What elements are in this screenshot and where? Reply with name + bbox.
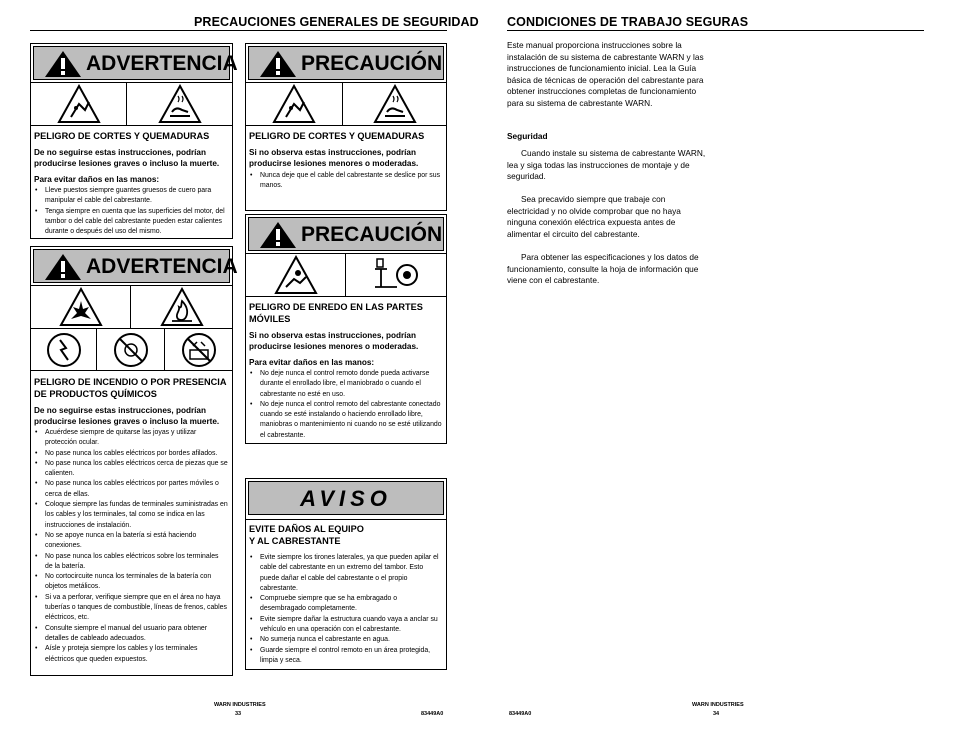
list-item: • Evite siempre los tirones laterales, ya que pueden apilar el cable del cabrestante en un extremo del tambor. Esto puede dañar el cable del cabrestante o el propio cabrestante. bbox=[249, 553, 442, 594]
battery-sparks-icon bbox=[165, 329, 232, 370]
hazard-icon-row bbox=[31, 82, 232, 126]
body-paragraph: Sea precavido siempre que trabaje con electricidad y no olvide comprobar que no haya ninguna conexión eléctrica expuesta antes de alimentar el circuito del cabrestante. bbox=[507, 194, 681, 239]
hazard-icon-row bbox=[31, 285, 232, 329]
electric-shock-icon bbox=[31, 329, 97, 370]
banner-text: PRECAUCIÓN bbox=[301, 223, 443, 246]
bullet-list bbox=[34, 186, 228, 237]
hazard-heading: PELIGRO DE CORTES Y QUEMADURAS bbox=[249, 131, 425, 141]
banner-text: ADVERTENCIA bbox=[86, 52, 238, 75]
notice-box-equipment bbox=[245, 478, 447, 670]
right-title-rule bbox=[507, 30, 924, 31]
warning-triangle-icon bbox=[44, 50, 82, 78]
warning-box-fire-chemical bbox=[30, 246, 238, 676]
footer-page-number: 33 bbox=[235, 711, 242, 717]
right-section-title: CONDICIONES DE TRABAJO SEGURAS bbox=[507, 15, 749, 29]
hazard-icon-row bbox=[246, 82, 446, 126]
warning-triangle-icon bbox=[259, 50, 297, 78]
bullet-list bbox=[34, 428, 228, 665]
box-content bbox=[246, 519, 446, 666]
footer-doc-code: 83449A0 bbox=[421, 711, 444, 717]
list-item: • No deje nunca el control remoto del cabrestante conectado cuando se esté instalando o haciendo enrollado libre, maniobras o mantenimiento ni cuando no se esté utilizando el cabrestante. bbox=[249, 400, 442, 441]
list-item: • Guarde siempre el control remoto en un área protegida, limpia y seca. bbox=[249, 646, 442, 667]
warning-triangle-icon bbox=[259, 221, 297, 249]
list-item: • Acuérdese siempre de quitarse las joyas y utilizar protección ocular. bbox=[34, 428, 228, 449]
sharp-hazard-icon bbox=[31, 83, 127, 125]
banner-text: ADVERTENCIA bbox=[86, 255, 238, 278]
bullet-list bbox=[249, 369, 442, 441]
list-item: • Consulte siempre el manual del usuario para obtener detalles de cableado adecuados. bbox=[34, 624, 228, 645]
hazard-intro: De no seguirse estas instrucciones, podrían producirse lesiones graves o incluso la muerte. bbox=[34, 406, 220, 426]
caution-box-entanglement bbox=[245, 214, 447, 444]
footer-company: WARN INDUSTRIES bbox=[692, 702, 744, 708]
box-content bbox=[34, 376, 228, 665]
list-item: • Compruebe siempre que se ha embragado o desembragado completamente. bbox=[249, 594, 442, 615]
intro-paragraph: Este manual proporciona instrucciones sobre la instalación de su sistema de cabrestante WARN y las instrucciones de funcionamiento inicial. Lea la Guía básica de técnicas de operación del cabrestante para obtener instrucciones completas de funcionamiento para su sistema de cabrestante WARN. bbox=[507, 40, 704, 108]
hazard-heading: PELIGRO DE CORTES Y QUEMADURAS bbox=[34, 131, 210, 141]
safety-subheading: Seguridad bbox=[507, 131, 548, 141]
hazard-icon-row bbox=[246, 253, 446, 297]
hot-surface-icon bbox=[127, 83, 232, 125]
notice-heading-line1: EVITE DAÑOS AL EQUIPO bbox=[249, 524, 364, 534]
banner-text: AVISO bbox=[300, 486, 392, 511]
footer-company: WARN INDUSTRIES bbox=[214, 702, 266, 708]
list-item: • No pase nunca los cables eléctricos sobre los terminales de la batería. bbox=[34, 552, 228, 573]
list-item: • Si va a perforar, verifique siempre que en el área no haya tuberías o tanques de combustible, líneas de frenos, cables eléctricos, etc. bbox=[34, 593, 228, 624]
list-item: • No sumerja nunca el cabrestante en agua. bbox=[249, 635, 442, 645]
warning-banner bbox=[33, 249, 238, 283]
banner-text: PRECAUCIÓN bbox=[301, 52, 443, 75]
list-item: • Nunca deje que el cable del cabrestante se deslice por sus manos. bbox=[249, 171, 442, 192]
hazard-intro: Si no observa estas instrucciones, podrían producirse lesiones menores o moderadas. bbox=[249, 148, 419, 168]
list-item: • No cortocircuite nunca los terminales de la batería con objetos metálicos. bbox=[34, 572, 228, 593]
list-item: • Lleve puestos siempre guantes gruesos de cuero para manipular el cable del cabrestante. bbox=[34, 186, 228, 207]
list-item: • No pase nunca los cables eléctricos cerca de piezas que se calienten. bbox=[34, 459, 228, 480]
notice-banner bbox=[248, 481, 444, 515]
winch-remote-icon bbox=[346, 254, 446, 296]
footer-page-number: 34 bbox=[713, 711, 720, 717]
left-section-title: PRECAUCIONES GENERALES DE SEGURIDAD bbox=[194, 15, 479, 29]
warning-box-cuts-burns bbox=[30, 43, 238, 239]
hazard-subheading: Para evitar daños en las manos: bbox=[34, 175, 160, 184]
caution-banner bbox=[248, 46, 444, 80]
hazard-intro: De no seguirse estas instrucciones, podrían producirse lesiones graves o incluso la muerte. bbox=[34, 148, 220, 168]
list-item: • Aísle y proteja siempre los cables y los terminales eléctricos que queden expuestos. bbox=[34, 644, 228, 665]
warning-triangle-icon bbox=[44, 253, 82, 281]
box-content bbox=[249, 301, 442, 441]
hazard-heading: PELIGRO DE ENREDO EN LAS PARTES MÓVILES bbox=[249, 302, 423, 324]
list-item: • Evite siempre dañar la estructura cuando vaya a anclar su vehículo en una operación con el cabrestante. bbox=[249, 615, 442, 636]
list-item: • No deje nunca el control remoto donde pueda activarse durante el enrollado libre, el maniobrado o cuando el cabrestante no esté en uso. bbox=[249, 369, 442, 400]
list-item: • No pase nunca los cables eléctricos por partes móviles o cerca de ellas. bbox=[34, 479, 228, 500]
caution-box-cuts-burns bbox=[245, 43, 447, 211]
no-jewelry-icon bbox=[97, 329, 165, 370]
list-item: • No pase nunca los cables eléctricos por bordes afilados. bbox=[34, 449, 228, 459]
left-title-rule bbox=[30, 30, 447, 31]
bullet-list bbox=[249, 171, 442, 192]
explosion-icon bbox=[31, 286, 131, 328]
hazard-icon-row bbox=[31, 329, 232, 371]
warning-banner bbox=[33, 46, 238, 80]
hazard-heading: PELIGRO DE INCENDIO O POR PRESENCIA DE PRODUCTOS QUÍMICOS bbox=[34, 377, 227, 399]
sharp-hazard-icon bbox=[246, 83, 343, 125]
footer-doc-code: 83449A0 bbox=[509, 711, 532, 717]
list-item: • Tenga siempre en cuenta que las superficies del motor, del tambor o del cable del cabrestante pueden estar calientes durante o después del uso del mismo. bbox=[34, 207, 228, 238]
list-item: • Coloque siempre las fundas de terminales suministradas en los cables y los terminales, tal como se indica en las instrucciones de instalación. bbox=[34, 500, 228, 531]
body-paragraph: Para obtener las especificaciones y los datos de funcionamiento, consulte la hoja de información que viene con el cabrestante. bbox=[507, 252, 699, 285]
body-paragraph: Cuando instale su sistema de cabrestante WARN, lea y siga todas las instrucciones de montaje y de seguridad. bbox=[507, 148, 706, 181]
hot-surface-icon bbox=[343, 83, 446, 125]
hazard-intro: Si no observa estas instrucciones, podrían producirse lesiones menores o moderadas. bbox=[249, 331, 419, 351]
box-content bbox=[249, 130, 442, 192]
hand-entanglement-icon bbox=[246, 254, 346, 296]
list-item: • No se apoye nunca en la batería si está haciendo conexiones. bbox=[34, 531, 228, 552]
hazard-subheading: Para evitar daños en las manos: bbox=[249, 358, 375, 367]
notice-heading-line2: Y AL CABRESTANTE bbox=[249, 536, 341, 546]
fire-icon bbox=[131, 286, 232, 328]
box-content bbox=[34, 130, 228, 237]
caution-banner bbox=[248, 217, 444, 251]
bullet-list bbox=[249, 553, 442, 666]
